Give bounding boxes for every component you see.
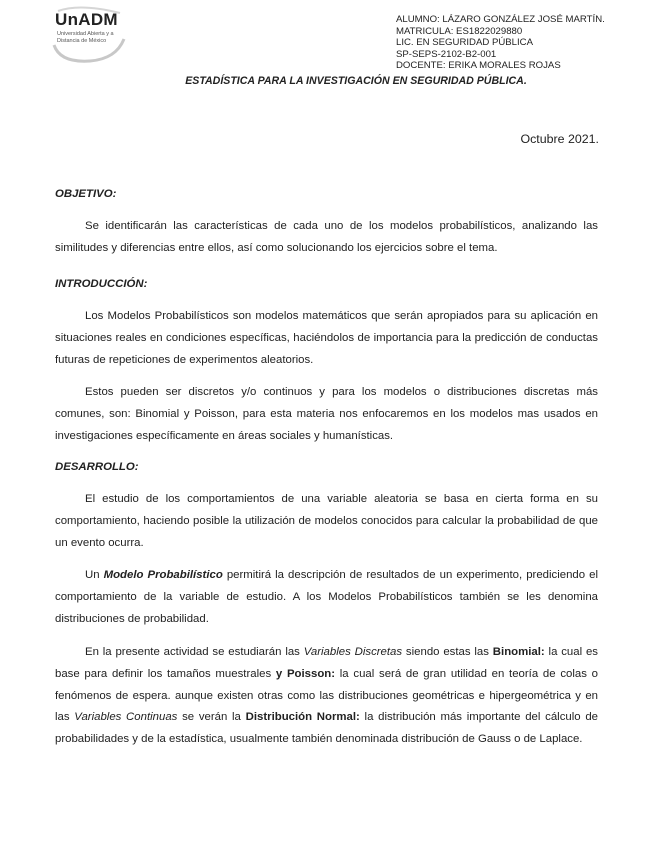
variables-continuas-term: Variables Continuas <box>74 711 178 724</box>
logo-title: UnADM <box>55 10 118 29</box>
text-run: la distribución más importante del cálculo de probabilidades y de la estadística, usualmente también denominada distribución de Gauss o de Laplace. <box>55 711 598 746</box>
objetivo-paragraph: Se identificarán las características de cada uno de los modelos probabilísticos, analizando las similitudes y diferencias entre ellos, así como solucionando los ejercicios sobre el tema. <box>55 220 598 254</box>
text-run: la cual será de gran utilidad en teoría de colas o fenómenos de espera. aunque existen otras como las distribuciones geométricas e hipergeométrica y en las <box>55 667 598 724</box>
group-code: SP-SEPS-2102-B2-001 <box>396 48 497 60</box>
text-run: permitirá la descripción de resultados de un experimento, prediciendo el comportamiento de la variable de estudio. A los Modelos Probabilísticos también se les denomina distribuciones de probabilidad. <box>55 569 598 625</box>
desarrollo-heading: DESARROLLO: <box>55 461 139 473</box>
text-run: la cual es base para definir los tamaños muestrales <box>55 646 598 680</box>
logo-subtitle: Universidad Abierta y a Distancia de México <box>57 31 114 44</box>
student-info <box>396 14 605 72</box>
degree: LIC. EN SEGURIDAD PÚBLICA <box>396 37 534 48</box>
distribucion-normal-term: Distribución Normal: <box>245 711 360 724</box>
text-run: Un <box>85 569 104 581</box>
desarrollo-paragraph-1: El estudio de los comportamientos de una variable aleatoria se basa en cierta forma en su comportamiento, haciendo posible la utilización de modelos conocidos para calcular la probabilidad de que un evento ocurra. <box>55 493 598 549</box>
binomial-term: Binomial: <box>492 646 545 658</box>
poisson-term: y Poisson: <box>275 667 336 680</box>
student-name: ALUMNO: LÁZARO GONZÁLEZ JOSÉ MARTÍN. <box>396 14 605 25</box>
teacher-name: DOCENTE: ERIKA MORALES ROJAS <box>396 60 561 71</box>
introduccion-paragraph-2: Estos pueden ser discretos y/o continuos y para los modelos o distribuciones discretas más comunes, son: Binomial y Poisson, para esta materia nos enfocaremos en los modelos mas usados en investigaciones específicamente en áreas sociales y humanísticas. <box>55 386 598 442</box>
document-date: Octubre 2021. <box>520 132 599 146</box>
student-id: MATRICULA: ES1822029880 <box>396 25 523 37</box>
desarrollo-paragraph-3 <box>55 642 598 751</box>
introduccion-heading: INTRODUCCIÓN: <box>55 278 148 290</box>
text-run: se verán la <box>177 711 246 724</box>
text-run: En la presente actividad se estudiarán las <box>85 646 304 658</box>
desarrollo-paragraph-2 <box>55 565 598 630</box>
unadm-logo <box>50 5 128 65</box>
introduccion-paragraph-1: Los Modelos Probabilísticos son modelos matemáticos que serán apropiados para su aplicación en situaciones reales en condiciones específicas, haciéndolos de importancia para la predicción de conductas futuras de repeticiones de experimentos aleatorios. <box>55 310 598 366</box>
objetivo-heading: OBJETIVO: <box>55 188 117 200</box>
variables-discretas-term: Variables Discretas <box>303 646 403 658</box>
document-title: ESTADÍSTICA PARA LA INVESTIGACIÓN EN SEGURIDAD PÚBLICA. <box>185 75 527 87</box>
text-run: siendo estas las <box>402 646 493 658</box>
modelo-probabilistico-term: Modelo Probabilístico <box>103 569 223 581</box>
